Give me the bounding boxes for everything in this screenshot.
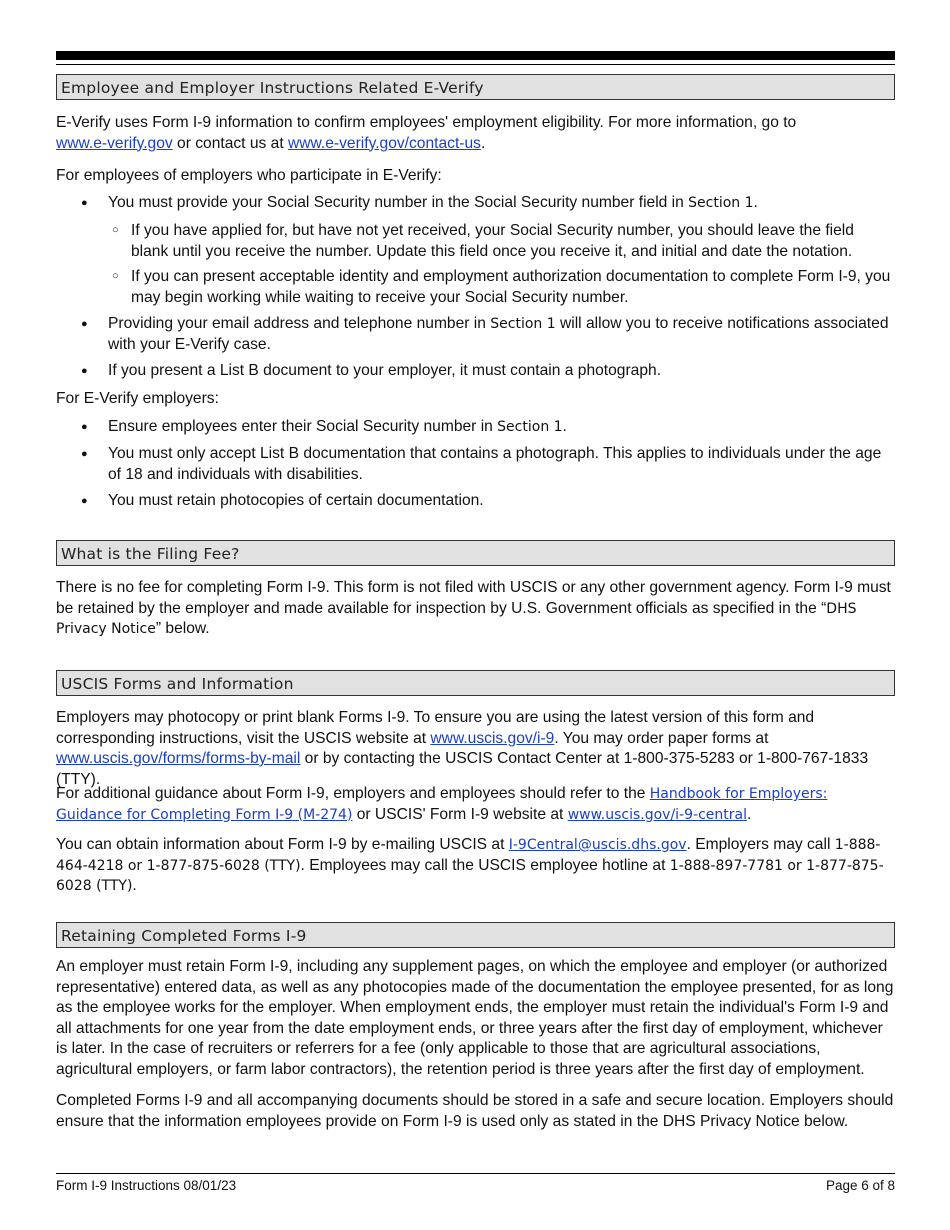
uscis-p3-end: .: [132, 877, 137, 894]
bullet-employer-photocopies: ● You must retain photocopies of certain documentation.: [108, 491, 895, 512]
everify-contact-link[interactable]: www.e-verify.gov/contact-us: [287, 134, 481, 152]
bullet-ssn-text: You must provide your Social Security number in the Social Security number field in: [108, 194, 689, 211]
everify-intro-text: E-Verify uses Form I-9 information to confirm employees' employment eligibility. For more information, go to: [56, 114, 797, 131]
uscis-p1-mid: . You may order paper forms at: [554, 729, 769, 747]
handbook-link[interactable]: Handbook for Employers: Guidance for Completing Form I-9 (M-274): [56, 786, 828, 823]
bullet-employer-ssn: [108, 417, 895, 438]
sub-bullet-begin-working: ○ If you can present acceptable identity and employment authorization documentation to complete Form I-9, you may begin working while waiting to receive your Social Security number.: [131, 267, 895, 308]
bullet-employer-ssn-end: .: [562, 418, 567, 435]
footer-form-id: Form I-9 Instructions 08/01/23: [56, 1178, 237, 1193]
everify-intro: [56, 113, 895, 154]
bullet-list-b-photo: ● If you present a List B document to your employer, it must contain a photograph.: [108, 361, 895, 382]
uscis-paragraph-1: [56, 708, 895, 790]
retain-paragraph-1: An employer must retain Form I-9, including any supplement pages, on which the employee and employer (or authorized representative) entered data, as well as any photocopies made of the documentation the employee presented, for as long as the employee works for the employer. When employment ends, the employer must retain the individual's Form I-9 and all attachments for one year from the date employment ends, or three years after the first day of employment, whichever is later. In the case of recruiters or referrers for a fee (only applicable to those that are agricultural associations, agricultural employers, or farm labor contractors), the retention period is three years after the first day of employment.: [56, 958, 894, 1078]
employer-phone-numbers: 1-888-464-4218 or 1-877-875-6028 (TTY): [56, 837, 881, 874]
uscis-paragraph-2: [56, 784, 895, 825]
uscis-p3-text: You can obtain information about Form I-9 by e-mailing USCIS at: [56, 836, 509, 853]
bullet-email-end: will allow you to receive notifications associated with your E-Verify case.: [108, 315, 889, 353]
bullet-employer-list-b: ● You must only accept List B documentation that contains a photograph. This applies to individuals under the age of 18 and individuals with disabilities.: [108, 444, 895, 485]
uscis-p3-mid2: . Employees may call the USCIS employee hotline at: [300, 856, 670, 874]
bullet-email-phone: [108, 314, 895, 355]
bullet-ssn-end: .: [753, 194, 758, 211]
everify-intro-mid: or contact us at: [172, 134, 288, 152]
i9central-email-link[interactable]: I-9Central@uscis.dhs.gov: [508, 837, 687, 853]
everify-intro-end: .: [480, 134, 486, 152]
fee-text: There is no fee for completing Form I-9. This form is not filed with USCIS or any other government agency. Form I-9 must be retained by the employer and made available for inspection by U.S. Government officials as specified in the “: [56, 579, 891, 617]
uscis-p2-text: For additional guidance about Form I-9, employers and employees should refer to the: [56, 785, 650, 802]
uscis-p3-mid: . Employers may call: [686, 836, 835, 853]
uscis-p2-mid: or USCIS' Form I-9 website at: [352, 805, 568, 823]
header-rule-thin: [56, 64, 895, 65]
footer-page-number: Page 6 of 8: [825, 1178, 895, 1193]
uscis-i9-link[interactable]: www.uscis.gov/i-9: [430, 729, 555, 747]
everify-employers-lead: For E-Verify employers:: [56, 390, 219, 407]
section-ref: Section 1: [497, 419, 563, 435]
section-heading-everify: Employee and Employer Instructions Related E-Verify: [56, 74, 895, 100]
forms-by-mail-link[interactable]: www.uscis.gov/forms/forms-by-mail: [56, 750, 301, 767]
fee-paragraph: [56, 578, 895, 640]
uscis-p2-end: .: [746, 805, 752, 823]
everify-employees-lead: For employees of employers who participate in E-Verify:: [56, 167, 442, 184]
header-rule-thick: [56, 51, 895, 60]
bullet-employer-ssn-text: Ensure employees enter their Social Security number in: [108, 418, 498, 435]
uscis-p1-end: or by contacting the USCIS Contact Center at 1-800-375-5283 or 1-800-767-1833 (TTY).: [56, 750, 869, 788]
i9-central-link[interactable]: www.uscis.gov/i-9-central: [567, 806, 747, 823]
section-heading-uscis: USCIS Forms and Information: [56, 670, 895, 696]
section-heading-retain: Retaining Completed Forms I-9: [56, 922, 895, 948]
uscis-paragraph-3: [56, 835, 895, 897]
uscis-p1-text: Employers may photocopy or print blank Forms I-9. To ensure you are using the latest version of this form and corresponding instructions, visit the USCIS website at: [56, 709, 815, 747]
privacy-notice-ref: DHS Privacy Notice: [56, 600, 857, 637]
employee-hotline-numbers: 1-888-897-7781 or 1-877-875-6028 (TTY): [56, 857, 884, 894]
everify-link[interactable]: www.e-verify.gov: [56, 134, 173, 152]
section-ref: Section 1: [490, 316, 556, 332]
section-ref: Section 1: [688, 195, 754, 211]
retain-paragraph-2: Completed Forms I-9 and all accompanying documents should be stored in a safe and secure location. Employers should ensure that the information employees provide on Form I-9 is used only as stated in the DHS Privacy Notice below.: [56, 1092, 894, 1130]
fee-text-end: ” below.: [155, 620, 210, 637]
section-heading-fee: What is the Filing Fee?: [56, 540, 895, 566]
bullet-ssn-required: [108, 193, 895, 214]
sub-bullet-ssn-pending: ○ If you have applied for, but have not yet received, your Social Security number, you should leave the field blank until you receive the number. Update this field once you receive it, and initial and date the notation.: [131, 221, 895, 262]
bullet-email-text: Providing your email address and telephone number in: [108, 315, 491, 332]
footer-rule: [56, 1173, 895, 1174]
